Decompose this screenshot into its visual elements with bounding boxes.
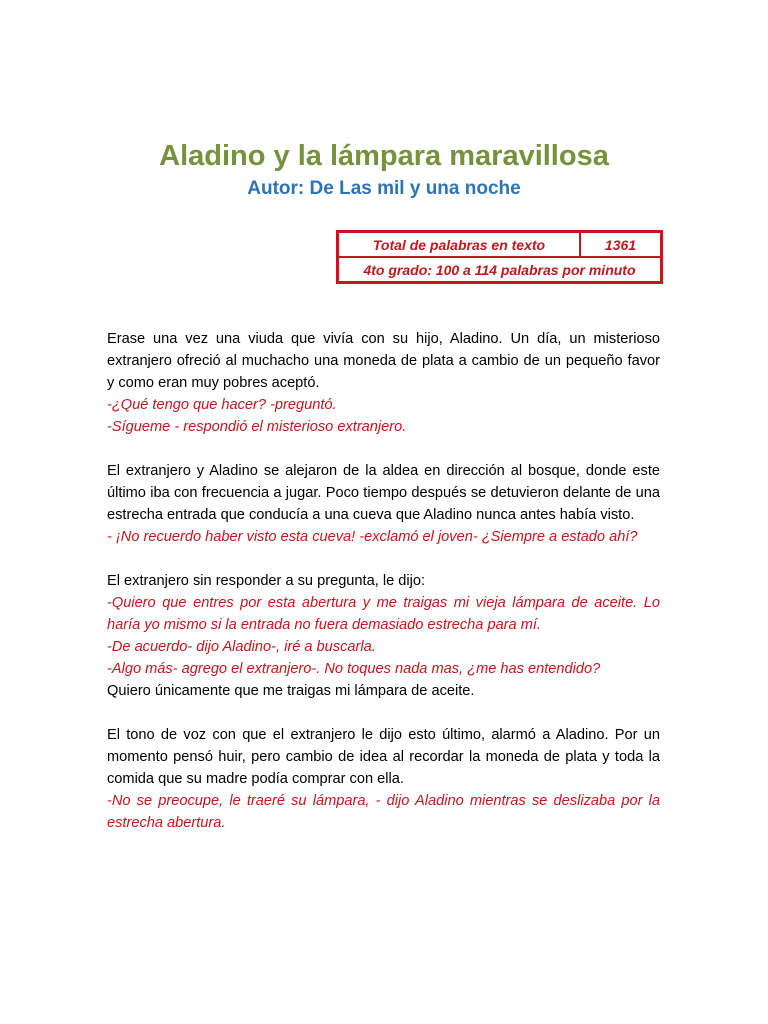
- total-words-value: 1361: [580, 232, 662, 258]
- reading-speed-row: [338, 257, 662, 283]
- word-count-row: [338, 232, 662, 258]
- story-paragraph-4: [107, 724, 660, 834]
- reading-speed-note: 4to grado: 100 a 114 palabras por minuto: [338, 257, 662, 283]
- narration-text: El extranjero sin responder a su pregunta, le dijo:: [107, 573, 426, 589]
- narration-text: El extranjero y Aladino se alejaron de la aldea en dirección al bosque, donde este último iba con frecuencia a jugar. Poco tiempo después se detuvieron delante de una estrecha entrada que conducía a una cueva que Aladino nunca antes había visto.: [107, 463, 660, 523]
- dialogue-line: -Quiero que entres por esta abertura y me traigas mi vieja lámpara de aceite. Lo haría yo mismo si la entrada no fuera demasiado estrecha para mí.: [107, 595, 660, 633]
- narration-text: Erase una vez una viuda que vivía con su hijo, Aladino. Un día, un misterioso extranjero ofreció al muchacho una moneda de plata a cambio de un pequeño favor y como eran muy pobres aceptó.: [107, 331, 660, 391]
- story-paragraph-2: [107, 460, 660, 548]
- story-paragraph-1: [107, 328, 660, 438]
- document-author: Autor: De Las mil y una noche: [247, 178, 521, 199]
- paragraph-spacer: [107, 702, 660, 724]
- word-count-table: [336, 230, 663, 284]
- story-body: [107, 328, 660, 834]
- document-title: Aladino y la lámpara maravillosa: [159, 140, 609, 172]
- dialogue-line: - ¡No recuerdo haber visto esta cueva! -exclamó el joven- ¿Siempre a estado ahí?: [107, 529, 638, 545]
- story-paragraph-3: [107, 570, 660, 702]
- dialogue-line: -Sígueme - respondió el misterioso extranjero.: [107, 419, 407, 435]
- total-words-label: Total de palabras en texto: [338, 232, 581, 258]
- narration-text: El tono de voz con que el extranjero le dijo esto último, alarmó a Aladino. Por un momento pensó huir, pero cambio de idea al recordar la moneda de plata y toda la comida que su madre podía comprar con ella.: [107, 727, 660, 787]
- dialogue-line: -No se preocupe, le traeré su lámpara, - dijo Aladino mientras se deslizaba por la estrecha abertura.: [107, 793, 660, 831]
- dialogue-line: -Algo más- agrego el extranjero-. No toques nada mas, ¿me has entendido?: [107, 661, 601, 677]
- paragraph-spacer: [107, 438, 660, 460]
- narration-text: Quiero únicamente que me traigas mi lámpara de aceite.: [107, 683, 475, 699]
- dialogue-line: -¿Qué tengo que hacer? -preguntó.: [107, 397, 337, 413]
- paragraph-spacer: [107, 548, 660, 570]
- dialogue-line: -De acuerdo- dijo Aladino-, iré a buscarla.: [107, 639, 376, 655]
